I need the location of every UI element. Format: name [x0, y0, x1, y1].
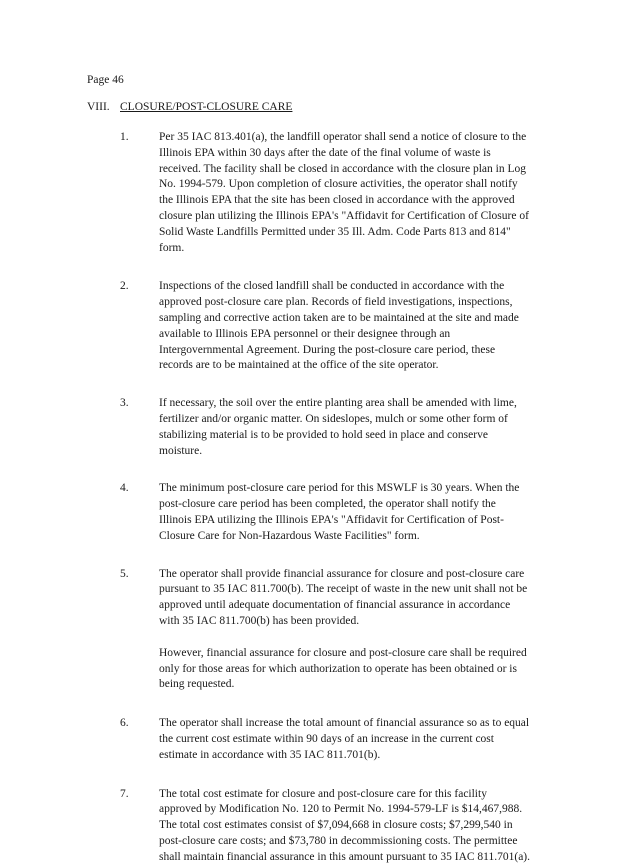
item-number: 7.	[120, 787, 159, 865]
item-number: 1.	[120, 130, 159, 256]
item-number: 2.	[120, 279, 159, 374]
item-body	[159, 130, 530, 256]
item-paragraph: The total cost estimate for closure and post-closure care for this facility approved by Modification No. 120 to Permit No. 1994-579-LF is $14,467,988. The total cost estimates consist of $7,094,668 in closure costs; $7,299,540 in post-closure care costs; and $73,780 in decommissioning costs. The permittee shall maintain financial assurance in this amount pursuant to 35 IAC 811.701(a).	[159, 787, 530, 865]
section-title: CLOSURE/POST-CLOSURE CARE	[120, 101, 292, 113]
item-paragraph: If necessary, the soil over the entire planting area shall be amended with lime, fertilizer and/or organic matter. On sideslopes, mulch or some other form of stabilizing material is to be provided to hold seed in place and conserve moisture.	[159, 396, 530, 459]
list-item	[120, 396, 530, 459]
list-item	[120, 130, 530, 256]
section-heading	[87, 101, 292, 113]
item-body	[159, 716, 530, 763]
list-item	[120, 279, 530, 374]
item-body	[159, 481, 530, 544]
item-paragraph: However, financial assurance for closure and post-closure care shall be required only for those areas for which authorization to operate has been obtained or is being requested.	[159, 646, 530, 693]
item-paragraph: The minimum post-closure care period for this MSWLF is 30 years. When the post-closure care period has been completed, the operator shall notify the Illinois EPA utilizing the Illinois EPA's "Affidavit for Certification of Post-Closure Care for Non-Hazardous Waste Facilities" form.	[159, 481, 530, 544]
item-paragraph: Per 35 IAC 813.401(a), the landfill operator shall send a notice of closure to the Illinois EPA within 30 days after the date of the final volume of waste is received. The facility shall be closed in accordance with the closure plan in Log No. 1994-579. Upon completion of closure activities, the operator shall notify the Illinois EPA that the site has been closed in accordance with the approved closure plan utilizing the Illinois EPA's "Affidavit for Certification of Closure of Solid Waste Landfills Permitted under 35 Ill. Adm. Code Parts 813 and 814" form.	[159, 130, 530, 256]
section-number: VIII.	[87, 101, 120, 113]
item-paragraph: The operator shall provide financial assurance for closure and post-closure care pursuant to 35 IAC 811.700(b). The receipt of waste in the new unit shall not be approved until adequate documentation of financial assurance in accordance with 35 IAC 811.700(b) has been provided.	[159, 567, 530, 630]
item-paragraph: Inspections of the closed landfill shall be conducted in accordance with the approved post-closure care plan. Records of field investigations, inspections, sampling and corrective action taken are to be maintained at the site and made available to Illinois EPA personnel or their designee through an Intergovernmental Agreement. During the post-closure care period, these records are to be maintained at the office of the site operator.	[159, 279, 530, 374]
list-item	[120, 787, 530, 865]
item-body	[159, 279, 530, 374]
item-paragraph: The operator shall increase the total amount of financial assurance so as to equal the current cost estimate within 90 days of an increase in the current cost estimate in accordance with 35 IAC 811.701(b).	[159, 716, 530, 763]
item-number: 6.	[120, 716, 159, 763]
item-number: 3.	[120, 396, 159, 459]
item-body	[159, 787, 530, 865]
list-item	[120, 716, 530, 763]
condition-list	[120, 130, 530, 865]
list-item	[120, 567, 530, 694]
item-body	[159, 396, 530, 459]
list-item	[120, 481, 530, 544]
item-number: 4.	[120, 481, 159, 544]
item-number: 5.	[120, 567, 159, 694]
page-number: Page 46	[87, 74, 124, 86]
item-body	[159, 567, 530, 694]
